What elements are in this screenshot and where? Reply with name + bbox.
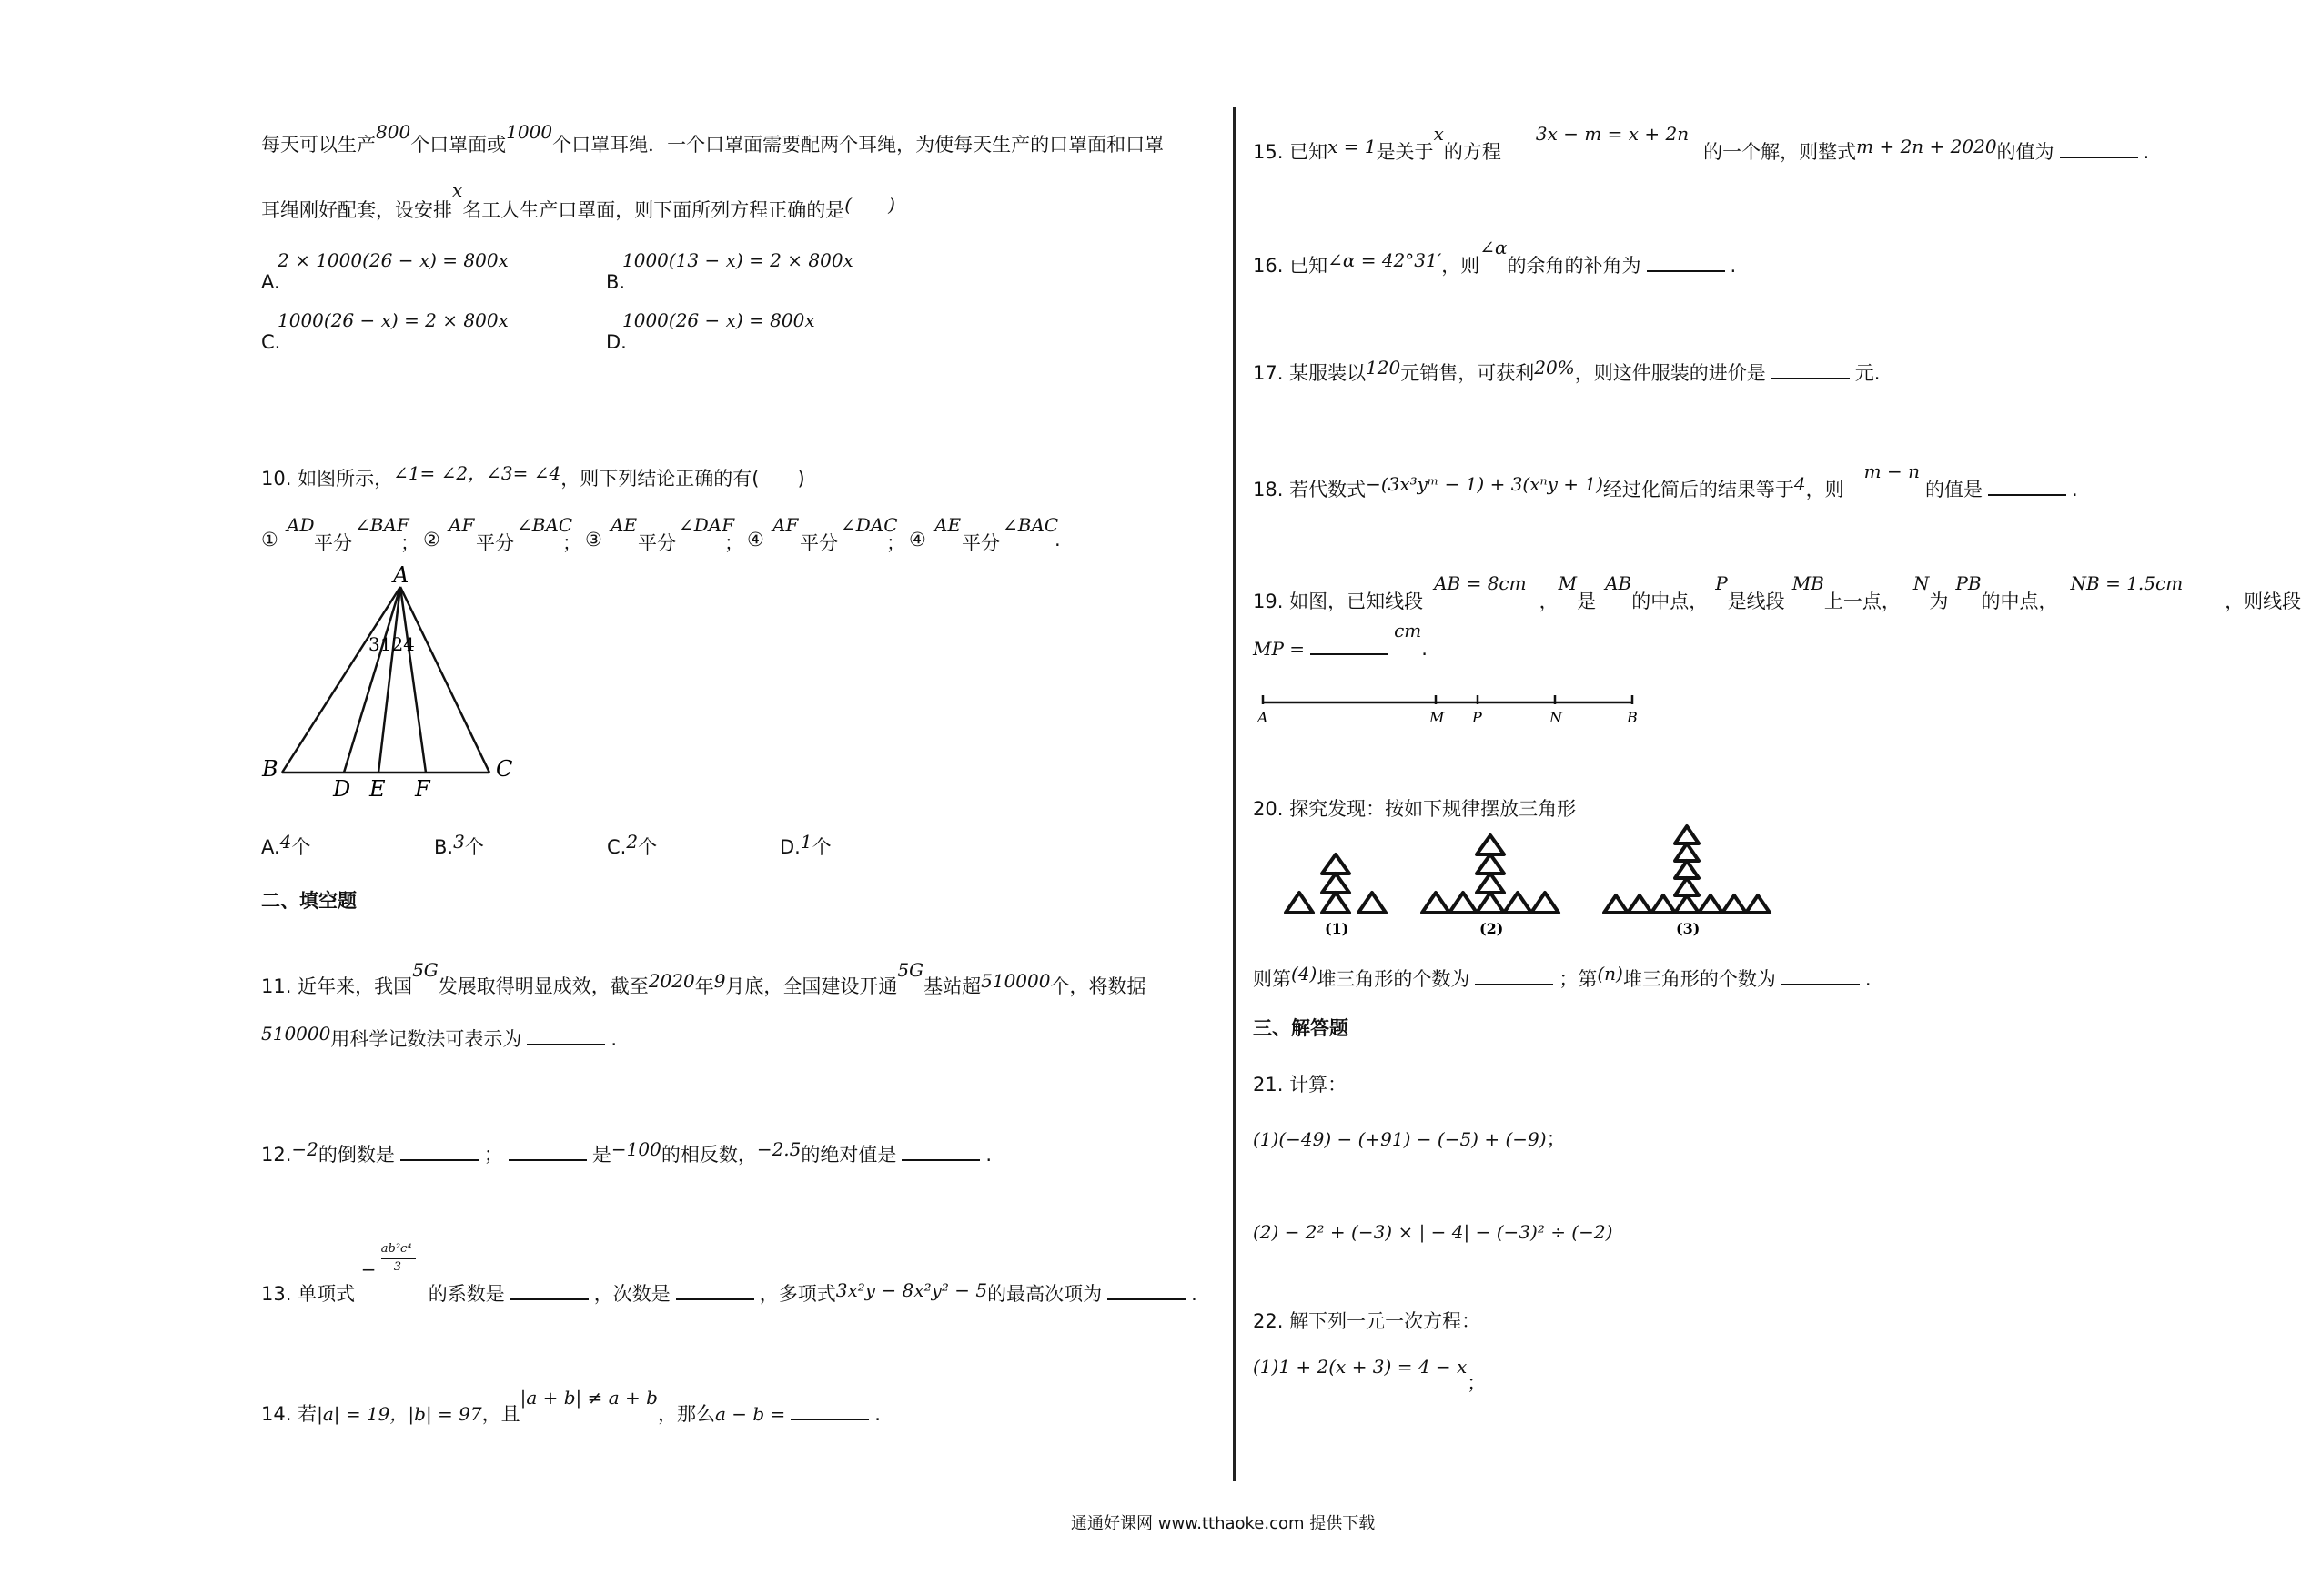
text: ； [886, 532, 905, 554]
triangle [1531, 893, 1559, 913]
text: 19. 如图，已知线段 [1253, 591, 1424, 612]
answer-blank[interactable] [400, 1158, 479, 1161]
math: 2020 [648, 970, 695, 992]
math: ∠BAF [355, 514, 409, 536]
math: 510000 [261, 1023, 331, 1045]
text: 名工人生产口罩面，则下面所列方程正确的是 [462, 199, 845, 221]
q21-part1 [1253, 1125, 1566, 1152]
text: ，则线段 [2225, 591, 2301, 612]
math: ∠BAC [1003, 514, 1059, 536]
q22-stem: 22. 解下列一元一次方程： [1253, 1310, 1481, 1332]
q9-line1 [261, 121, 1165, 157]
text: 是关于 [1376, 141, 1434, 163]
fraction-bar [381, 1258, 416, 1259]
text: ，多项式 [759, 1283, 836, 1305]
text: ，则这件服装的进价是 [1574, 362, 1766, 384]
text: 为 [1929, 591, 1949, 612]
line-AD [344, 587, 400, 773]
section-heading-fill-blank: 二、填空题 [261, 890, 357, 912]
answer-blank[interactable] [676, 1298, 754, 1300]
q20-stem: 20. 探究发现：按如下规律摆放三角形 [1253, 798, 1577, 820]
math: 120 [1366, 357, 1401, 379]
math: 3x − m = x + 2n [1535, 123, 1690, 145]
math: MP = [1253, 638, 1306, 660]
section-heading-solve: 三、解答题 [1253, 1017, 1348, 1039]
text: 经过化简后的结果等于 [1602, 479, 1794, 500]
text: ，那么 [657, 1403, 715, 1425]
triangle [1477, 893, 1504, 913]
answer-blank[interactable] [1475, 983, 1553, 985]
math: NB = 1.5cm [2070, 572, 2184, 594]
text: 堆三角形的个数为 [1622, 968, 1776, 990]
answer-blank[interactable] [510, 1298, 589, 1300]
text: ； [562, 532, 581, 554]
answer-blank[interactable] [2060, 156, 2138, 158]
text: ； [400, 532, 419, 554]
math: ∠α = 42°31′ [1327, 249, 1442, 271]
math: AF [449, 514, 475, 536]
item-number: ④ [747, 529, 764, 551]
math: −100 [611, 1138, 661, 1160]
triangle [1477, 874, 1504, 893]
label-A: A [1257, 709, 1268, 726]
period: . [2071, 479, 2078, 500]
text: 是 [591, 1144, 611, 1166]
triangle [1322, 854, 1349, 874]
numerator: ab²c⁴ [380, 1242, 412, 1256]
minus-sign: − [360, 1258, 377, 1280]
q19-line2 [1253, 620, 1428, 660]
text: 的中点， [1981, 591, 2058, 612]
math: 3 [453, 831, 465, 853]
q13 [261, 1242, 1197, 1307]
q10-option-d [780, 833, 832, 860]
period: . [611, 1028, 618, 1050]
answer-blank[interactable] [1771, 377, 1850, 379]
label-B: B [1627, 709, 1638, 726]
text: 平分 [800, 532, 838, 554]
q9-option-d-eq: 1000(26 − x) = 800x [622, 309, 815, 331]
caption-3: (3) [1676, 920, 1701, 937]
q9-option-c-label: C. [261, 331, 281, 353]
text: 16. 已知 [1253, 255, 1328, 277]
math: m + 2n + 2020 [1856, 136, 1997, 157]
q16 [1253, 237, 1737, 278]
period: . [1730, 255, 1737, 277]
unit: 个 [812, 836, 832, 858]
q9-option-c-eq: 1000(26 − x) = 2 × 800x [278, 309, 509, 331]
q19-line1 [1253, 572, 2301, 614]
label-M: M [1429, 709, 1445, 726]
text: 是 [1577, 591, 1597, 612]
math: ∠DAC [841, 514, 898, 536]
math: P [1715, 572, 1728, 594]
text: 用科学记数法可表示为 [330, 1028, 522, 1050]
triangle [1286, 893, 1313, 913]
text: ，次数是 [593, 1283, 671, 1305]
label-P: P [1472, 709, 1482, 726]
caption-1: (1) [1325, 920, 1349, 937]
unit: 个 [464, 836, 484, 858]
text: 年 [694, 975, 714, 997]
triangle [1675, 861, 1699, 878]
item-number: ③ [585, 529, 602, 551]
math: cm [1394, 620, 1422, 641]
monomial-fraction [360, 1242, 429, 1300]
q21-stem: 21. 计算： [1253, 1074, 1347, 1096]
math: m − n [1863, 460, 1920, 482]
text: ； [483, 1144, 503, 1166]
q15 [1253, 123, 2150, 165]
text: 月底，全国建设开通 [725, 975, 898, 997]
math: −2 [291, 1138, 318, 1160]
math: 2 [626, 831, 639, 853]
q10-stem [261, 464, 805, 491]
triangle [1604, 895, 1628, 913]
answer-blank[interactable] [1988, 493, 2066, 496]
text: 的余角的补角为 [1507, 255, 1641, 277]
q17 [1253, 359, 1880, 386]
q9-option-a-eq: 2 × 1000(26 − x) = 800x [278, 249, 509, 271]
text: 14. 若 [261, 1403, 318, 1425]
math: (1)(−49) − (+91) − (−5) + (−9) [1253, 1128, 1547, 1150]
text: 则第 [1253, 968, 1291, 990]
item-number: ① [261, 529, 278, 551]
unit: 个 [638, 836, 658, 858]
text: 10. 如图所示， [261, 468, 394, 490]
text: 的系数是 [428, 1283, 505, 1305]
text: 的倒数是 [318, 1144, 395, 1166]
triangle [1675, 826, 1699, 843]
math: 510000 [981, 970, 1051, 992]
pile-3 [1604, 826, 1770, 913]
math: 4 [279, 831, 292, 853]
text: 个口罩耳绳．一个口罩面需要配两个耳绳，为使每天生产的口罩面和口罩 [552, 134, 1165, 156]
text: ，则下列结论正确的有( ) [560, 468, 805, 490]
triangle [1477, 835, 1504, 854]
math: AB = 8cm [1434, 572, 1527, 594]
math: 5G [897, 959, 924, 981]
triangle [1628, 895, 1651, 913]
triangle [1504, 893, 1531, 913]
label-A: A [393, 562, 409, 588]
text: 耳绳刚好配套，设安排 [261, 199, 452, 221]
math: (1)1 + 2(x + 3) = 4 − x [1253, 1356, 1468, 1378]
q14 [261, 1387, 881, 1427]
text: 的一个解，则整式 [1703, 141, 1857, 163]
triangle [1722, 895, 1746, 913]
period: . [2143, 141, 2150, 163]
q9-option-a-label: A. [261, 271, 280, 293]
math: 20% [1534, 357, 1575, 379]
label-E: E [369, 776, 386, 802]
math: AD [287, 514, 315, 536]
label-B: B [262, 756, 278, 782]
q9-option-d-label: D. [606, 331, 627, 353]
text: 15. 已知 [1253, 141, 1328, 163]
triangle [1699, 895, 1722, 913]
math: M [1558, 572, 1578, 594]
q20-triangle-pattern-figure [1281, 819, 1800, 937]
math: |a + b| ≠ a + b [520, 1387, 658, 1409]
answer-blank[interactable] [791, 1418, 869, 1420]
triangle [1675, 895, 1699, 913]
text: ，则 [1805, 479, 1844, 500]
math: 1000 [506, 121, 553, 143]
math: ∠1= ∠2，∠3= ∠4 [393, 462, 561, 484]
q9-option-b-label: B. [606, 271, 626, 293]
triangle [1449, 893, 1477, 913]
text: 元. [1854, 362, 1881, 384]
math: AE [611, 514, 638, 536]
text: 平分 [476, 532, 514, 554]
text: 基站超 [923, 975, 982, 997]
text: 17. 某服装以 [1253, 362, 1367, 384]
triangle [1322, 893, 1349, 913]
denominator: 3 [393, 1260, 402, 1274]
answer-blank[interactable] [1781, 983, 1860, 985]
period: . [1864, 968, 1872, 990]
label-C: C [496, 756, 513, 782]
triangle [1322, 874, 1349, 893]
math: x [1433, 123, 1444, 145]
math: 1 [800, 831, 812, 853]
text: 上一点， [1823, 591, 1901, 612]
period: . [1421, 638, 1428, 660]
item-number: ④ [909, 529, 926, 551]
text: 的中点， [1631, 591, 1709, 612]
answer-blank[interactable] [527, 1043, 605, 1045]
q10-option-a [261, 833, 310, 860]
text: 元销售，可获利 [1400, 362, 1535, 384]
math: 3x²y − 8x²y² − 5 [835, 1279, 988, 1301]
math: (4) [1291, 963, 1317, 985]
triangle [1422, 893, 1449, 913]
label: A. [261, 836, 280, 858]
math: |a| = 19，|b| = 97 [317, 1403, 482, 1425]
math: 5G [412, 959, 439, 981]
period: . [874, 1403, 881, 1425]
answer-blank[interactable] [1310, 652, 1388, 655]
text: 个口罩面或 [410, 134, 507, 156]
q12 [261, 1140, 992, 1167]
page-footer: 通通好课网 www.tthaoke.com 提供下载 [1071, 1514, 1376, 1533]
text: ，且 [481, 1403, 520, 1425]
answer-blank[interactable] [902, 1158, 980, 1161]
text: 的绝对值是 [801, 1144, 897, 1166]
pile-2 [1422, 835, 1559, 913]
math: MB [1791, 572, 1824, 594]
math: −(3x³yᵐ − 1) + 3(xⁿy + 1) [1366, 473, 1603, 495]
comma: ， [1539, 591, 1559, 612]
math: AF [772, 514, 799, 536]
text: 的相反数， [661, 1144, 757, 1166]
text: 18. 若代数式 [1253, 479, 1367, 500]
text: 平分 [638, 532, 676, 554]
q9-option-b-eq: 1000(13 − x) = 2 × 800x [622, 249, 853, 271]
q20-question [1253, 965, 1872, 992]
label-D: D [333, 776, 351, 802]
q11-line1 [261, 959, 1146, 999]
label: C. [607, 836, 627, 858]
label-F: F [415, 776, 430, 802]
period: . [985, 1144, 993, 1166]
text: . [1055, 529, 1061, 551]
angle-labels: 3124 [368, 633, 415, 655]
text: 平分 [314, 532, 352, 554]
q19-segment-figure [1257, 690, 1640, 735]
math: ∠DAF [679, 514, 735, 536]
math: N [1912, 572, 1930, 594]
triangle [1477, 854, 1504, 874]
q9-line2 [261, 179, 895, 223]
triangle [1746, 895, 1770, 913]
answer-blank[interactable] [1647, 269, 1725, 272]
math: PB [1955, 572, 1982, 594]
math: 9 [713, 970, 726, 992]
label: B. [434, 836, 454, 858]
unit: 个 [291, 836, 311, 858]
q18 [1253, 460, 2078, 502]
triangle [1675, 878, 1699, 895]
triangle [1675, 843, 1699, 861]
text: 发展取得明显成效，截至 [438, 975, 649, 997]
text: ；第 [1559, 968, 1598, 990]
answer-blank[interactable] [1107, 1298, 1186, 1300]
text: 是线段 [1727, 591, 1785, 612]
text: 11. 近年来，我国 [261, 975, 413, 997]
caption-2: (2) [1479, 920, 1504, 937]
math: x [452, 179, 463, 201]
text: 堆三角形的个数为 [1317, 968, 1470, 990]
text: ； [724, 532, 743, 554]
math: a − b = [714, 1403, 786, 1425]
math: AE [934, 514, 962, 536]
text: ； [1467, 1372, 1487, 1394]
math: 4 [1793, 473, 1806, 495]
text: ，则 [1441, 255, 1480, 277]
text: ； [1546, 1128, 1566, 1150]
text: 的值是 [1924, 479, 1983, 500]
answer-blank[interactable] [509, 1158, 587, 1161]
math: ∠BAC [517, 514, 573, 536]
label-N: N [1549, 709, 1562, 726]
answer-paren: ( ) [844, 194, 895, 216]
text: 12. [261, 1144, 292, 1166]
text: 的最高次项为 [987, 1283, 1103, 1305]
text: 的值为 [1996, 141, 2054, 163]
label: D. [780, 836, 801, 858]
text: 的方程 [1443, 141, 1501, 163]
column-divider [1233, 107, 1236, 1481]
text: 每天可以生产 [261, 134, 376, 156]
pile-1 [1286, 854, 1386, 913]
text: 13. 单项式 [261, 1283, 356, 1305]
math: −2.5 [756, 1138, 802, 1160]
math: AB [1605, 572, 1632, 594]
triangle [1651, 895, 1675, 913]
math: 800 [376, 121, 411, 143]
math: (n) [1597, 963, 1623, 985]
math: x = 1 [1327, 136, 1377, 157]
q10-triangle-figure [255, 560, 528, 802]
q21-part2: (2) − 2² + (−3) × | − 4| − (−3)² ÷ (−2) [1253, 1221, 1613, 1243]
q22-part1 [1253, 1352, 1487, 1394]
item-number: ② [423, 529, 440, 551]
triangle [1358, 893, 1386, 913]
math: ∠α [1479, 237, 1508, 258]
q10-option-c [607, 833, 657, 860]
text: 平分 [962, 532, 1000, 554]
q11-line2 [261, 1025, 617, 1052]
q10-option-b [434, 833, 484, 860]
period: . [1191, 1283, 1197, 1305]
text: 个，将数据 [1050, 975, 1146, 997]
